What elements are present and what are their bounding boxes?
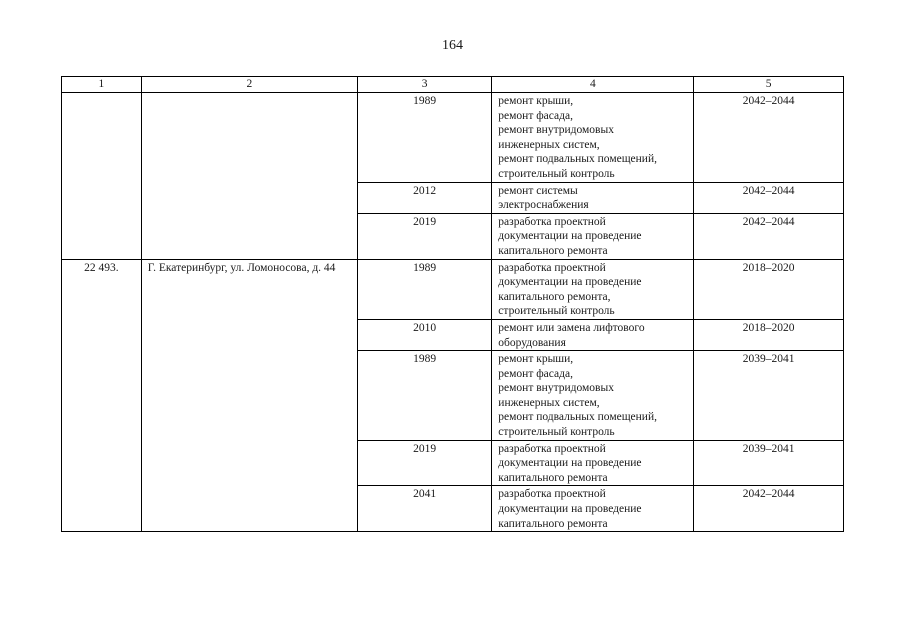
work-type-line: ремонт внутридомовых bbox=[498, 124, 614, 137]
year-cell: 2019 bbox=[357, 440, 491, 486]
work-type-line: электроснабжения bbox=[498, 199, 589, 212]
work-type-line: строительный контроль bbox=[498, 426, 615, 439]
work-type-cell bbox=[492, 486, 694, 532]
row-number-cell bbox=[62, 93, 142, 260]
work-type-line: ремонт подвальных помещений, bbox=[498, 153, 657, 166]
work-type-line: ремонт фасада, bbox=[498, 109, 573, 122]
work-type-line: документации на проведение bbox=[498, 230, 642, 243]
work-type-line: разработка проектной bbox=[498, 261, 606, 274]
work-type-cell bbox=[492, 93, 694, 183]
table-row bbox=[62, 259, 844, 319]
address-cell: Г. Екатеринбург, ул. Ломоносова, д. 44 bbox=[141, 259, 357, 532]
period-cell: 2042–2044 bbox=[694, 486, 844, 532]
period-cell: 2042–2044 bbox=[694, 213, 844, 259]
work-type-line: разработка проектной bbox=[498, 488, 606, 501]
table-body bbox=[62, 93, 844, 532]
year-cell: 1989 bbox=[357, 93, 491, 183]
work-type-line: разработка проектной bbox=[498, 215, 606, 228]
work-type-cell bbox=[492, 440, 694, 486]
work-type-line: оборудования bbox=[498, 336, 566, 349]
work-type-line: ремонт или замена лифтового bbox=[498, 321, 645, 334]
work-type-cell bbox=[492, 259, 694, 319]
work-type-cell bbox=[492, 351, 694, 441]
work-type-line: строительный контроль bbox=[498, 305, 615, 318]
header-cell: 4 bbox=[492, 77, 694, 93]
period-cell: 2039–2041 bbox=[694, 351, 844, 441]
period-cell: 2018–2020 bbox=[694, 319, 844, 350]
work-type-line: капитального ремонта, bbox=[498, 290, 611, 303]
year-cell: 2041 bbox=[357, 486, 491, 532]
year-cell: 1989 bbox=[357, 259, 491, 319]
period-cell: 2042–2044 bbox=[694, 93, 844, 183]
work-type-cell bbox=[492, 319, 694, 350]
work-type-line: строительный контроль bbox=[498, 167, 615, 180]
work-type-line: ремонт крыши, bbox=[498, 95, 574, 107]
work-type-line: инженерных систем, bbox=[498, 138, 600, 151]
work-type-line: капитального ремонта bbox=[498, 244, 608, 257]
work-type-line: капитального ремонта bbox=[498, 471, 608, 484]
header-row bbox=[62, 77, 844, 93]
capital-repair-table bbox=[61, 76, 844, 532]
row-number-cell: 22 493. bbox=[62, 259, 142, 532]
year-cell: 1989 bbox=[357, 351, 491, 441]
period-cell: 2039–2041 bbox=[694, 440, 844, 486]
work-type-cell bbox=[492, 182, 694, 213]
year-cell: 2012 bbox=[357, 182, 491, 213]
page-number: 164 bbox=[442, 38, 463, 53]
work-type-line: документации на проведение bbox=[498, 276, 642, 289]
work-type-line: ремонт внутридомовых bbox=[498, 382, 614, 395]
work-type-line: документации на проведение bbox=[498, 457, 642, 470]
work-type-line: ремонт системы bbox=[498, 184, 578, 197]
work-type-line: ремонт крыши, bbox=[498, 353, 574, 366]
work-type-line: документации на проведение bbox=[498, 503, 642, 516]
work-type-line: ремонт фасада, bbox=[498, 367, 573, 380]
work-type-line: разработка проектной bbox=[498, 442, 606, 455]
work-type-cell bbox=[492, 213, 694, 259]
year-cell: 2010 bbox=[357, 319, 491, 350]
header-cell: 1 bbox=[62, 77, 142, 93]
header-cell: 2 bbox=[141, 77, 357, 93]
period-cell: 2042–2044 bbox=[694, 182, 844, 213]
period-cell: 2018–2020 bbox=[694, 259, 844, 319]
year-cell: 2019 bbox=[357, 213, 491, 259]
table-row bbox=[62, 93, 844, 183]
work-type-line: ремонт подвальных помещений, bbox=[498, 411, 657, 424]
address-cell bbox=[141, 93, 357, 260]
work-type-line: инженерных систем, bbox=[498, 396, 600, 409]
work-type-line: капитального ремонта bbox=[498, 517, 608, 530]
header-cell: 3 bbox=[357, 77, 491, 93]
header-cell: 5 bbox=[694, 77, 844, 93]
